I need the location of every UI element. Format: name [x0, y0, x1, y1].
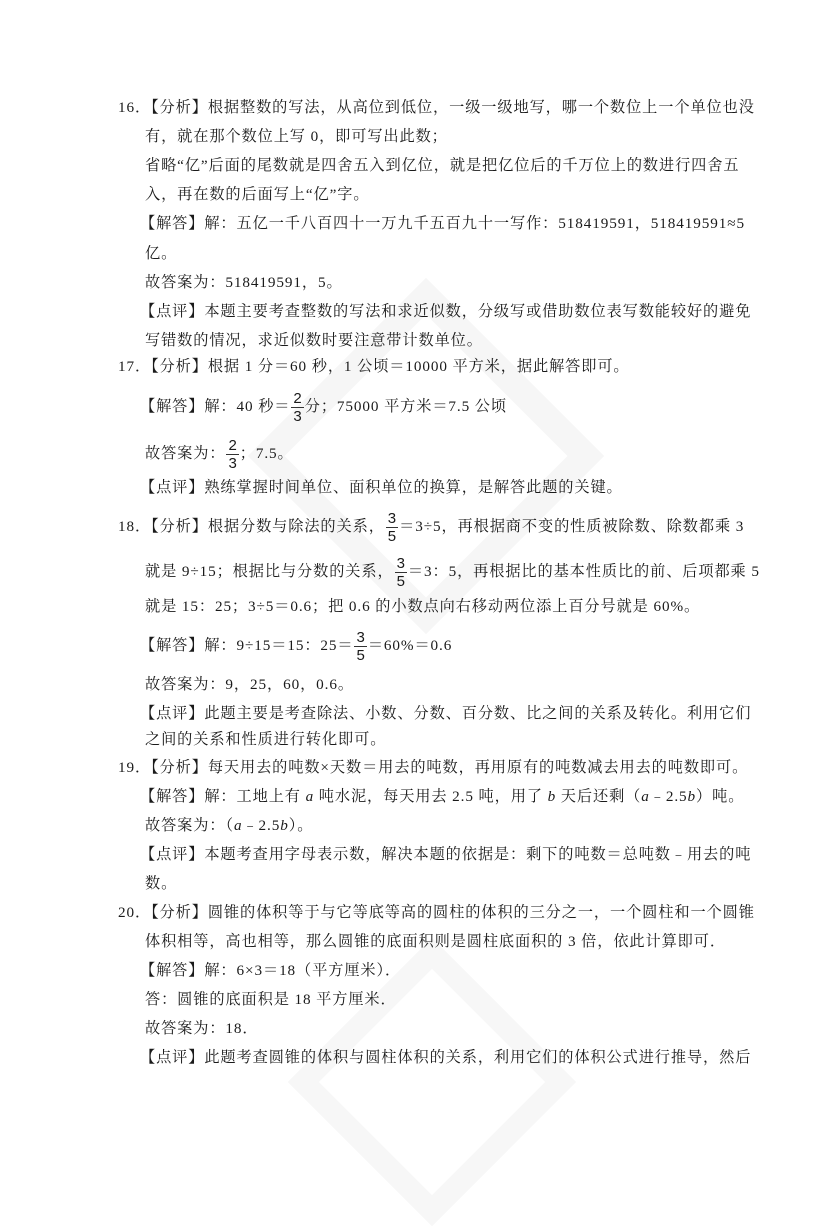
text-segment: 19．【分析】每天用去的吨数×天数＝用去的吨数，再用原有的吨数减去用去的吨数即可。 — [118, 759, 749, 776]
variable: a — [233, 817, 243, 834]
question-20-line — [145, 985, 397, 1015]
variable: b — [280, 817, 289, 834]
question-17-line — [145, 437, 294, 472]
question-16-line — [145, 268, 343, 298]
question-16-line — [145, 151, 739, 181]
question-20-line — [140, 956, 401, 986]
question-18-line — [145, 592, 700, 622]
text-segment: 【点评】本题主要考查整数的写法和求近似数，分级写或借助数位表写数能较好的避免 — [140, 303, 752, 320]
text-segment: 16．【分析】根据整数的写法，从高位到低位，一级一级地写，哪一个数位上一个单位也没 — [118, 99, 755, 116]
fraction — [395, 555, 407, 590]
fraction-numerator: 3 — [387, 510, 397, 527]
question-19-line — [140, 782, 744, 812]
question-20-line — [140, 1043, 751, 1073]
fraction-numerator: 3 — [396, 555, 405, 572]
text-segment: 【解答】解：工地上有 — [140, 788, 306, 805]
text-segment: 亿。 — [145, 245, 178, 262]
text-segment: 吨水泥，每天用去 2.5 吨，用了 — [314, 788, 548, 805]
text-segment: ＝60%＝0.6 — [367, 636, 453, 654]
text-segment: 数。 — [145, 875, 178, 892]
question-20-line — [118, 898, 755, 928]
fraction-denominator: 5 — [356, 647, 365, 664]
question-18-line — [118, 510, 745, 545]
text-segment: 就是 15：25；3÷5＝0.6；把 0.6 的小数点向右移动两位添上百分号就是 60%。 — [145, 598, 701, 615]
variable: a — [641, 788, 650, 805]
text-segment: 【点评】此题考查圆锥的体积与圆柱体积的关系，利用它们的体积公式进行推导，然后 — [140, 1049, 752, 1066]
text-segment: 答：圆锥的底面积是 18 平方厘米． — [145, 991, 397, 1008]
text-segment: 有，就在那个数位上写 0，即可写出此数； — [145, 128, 448, 145]
fraction — [386, 510, 398, 545]
text-segment: 入，再在数的后面写上“亿”字。 — [145, 186, 370, 203]
text-segment: ﹣2.5 — [649, 788, 688, 805]
question-20-line — [145, 927, 726, 957]
text-segment: 【解答】解：6×3＝18（平方厘米）． — [140, 962, 402, 979]
question-17-line — [118, 352, 630, 382]
text-segment: 天后还剩（ — [556, 788, 642, 805]
question-18-line — [145, 725, 386, 755]
question-19-line — [145, 869, 177, 899]
text-segment: 省略“亿”后面的尾数就是四舍五入到亿位，就是把亿位后的千万位上的数进行四舍五 — [145, 157, 740, 174]
question-16-line — [145, 122, 448, 152]
text-segment: 【解答】解：9÷15＝15：25＝ — [140, 636, 354, 654]
text-segment: ＝3：5，再根据比的基本性质比的前、后项都乘 5 — [407, 562, 760, 580]
fraction — [226, 437, 238, 472]
question-18-line — [145, 555, 760, 590]
text-segment: 【解答】解：40 秒＝ — [140, 397, 291, 415]
text-segment: 故答案为：518419591，5。 — [145, 274, 343, 291]
fraction — [354, 629, 366, 664]
text-segment: 故答案为：9，25，60，0.6。 — [145, 676, 354, 693]
text-segment: 分；75000 平方米＝7.5 公顷 — [304, 397, 507, 415]
text-segment: 17．【分析】根据 1 分＝60 秒，1 公顷＝10000 平方米，据此解答即可。 — [118, 358, 630, 375]
question-18-line — [140, 629, 453, 664]
text-segment: 【点评】此题主要是考查除法、小数、分数、百分数、比之间的关系及转化。利用它们 — [140, 705, 752, 722]
text-segment: 就是 9÷15；根据比与分数的关系， — [145, 562, 394, 580]
text-segment: 故答案为：18． — [145, 1020, 259, 1037]
text-segment: ）。 — [288, 817, 314, 834]
fraction-numerator: 2 — [293, 390, 302, 407]
fraction-denominator: 3 — [293, 408, 302, 425]
variable: b — [687, 788, 697, 805]
question-19-line — [145, 811, 313, 841]
question-16-line — [145, 180, 369, 210]
question-19-line — [140, 840, 751, 870]
question-17-line — [140, 473, 623, 503]
text-segment: ﹣2.5 — [242, 817, 281, 834]
fraction-denominator: 5 — [387, 528, 397, 545]
text-segment: ；7.5。 — [239, 444, 294, 462]
question-17-line — [140, 390, 507, 425]
text-segment: 体积相等，高也相等，那么圆锥的底面积则是圆柱底面积的 3 倍，依此计算即可． — [145, 933, 726, 950]
question-20-line — [145, 1014, 259, 1044]
variable: b — [547, 788, 557, 805]
question-16-line — [118, 93, 755, 123]
text-segment: 18．【分析】根据分数与除法的关系， — [118, 517, 385, 535]
text-segment: 写错数的情况，求近似数时要注意带计数单位。 — [145, 332, 483, 349]
fraction-numerator: 3 — [356, 629, 365, 646]
text-segment: 20．【分析】圆锥的体积等于与它等底等高的圆柱的体积的三分之一，一个圆柱和一个圆锥 — [118, 904, 755, 921]
fraction-numerator: 2 — [228, 437, 237, 454]
fraction-denominator: 3 — [228, 455, 237, 472]
text-segment: 【解答】解：五亿一千八百四十一万九千五百九十一写作：518419591，518419591≈5 — [140, 215, 745, 232]
text-segment: 故答案为：（ — [145, 817, 234, 834]
question-16-line — [145, 239, 177, 269]
text-segment: 故答案为： — [145, 444, 226, 462]
variable: a — [305, 788, 315, 805]
fraction-denominator: 5 — [396, 573, 405, 590]
text-segment: 【点评】本题考查用字母表示数，解决本题的依据是：剩下的吨数＝总吨数﹣用去的吨 — [140, 846, 752, 863]
question-16-line — [140, 297, 751, 327]
text-segment: ＝3÷5，再根据商不变的性质被除数、除数都乘 3 — [399, 517, 745, 535]
text-segment: ）吨。 — [696, 788, 745, 805]
question-16-line — [140, 209, 745, 239]
fraction — [291, 390, 303, 425]
question-19-line — [118, 753, 748, 783]
question-18-line — [145, 670, 354, 700]
text-segment: 之间的关系和性质进行转化即可。 — [145, 731, 387, 748]
text-segment: 【点评】熟练掌握时间单位、面积单位的换算，是解答此题的关键。 — [140, 479, 623, 496]
